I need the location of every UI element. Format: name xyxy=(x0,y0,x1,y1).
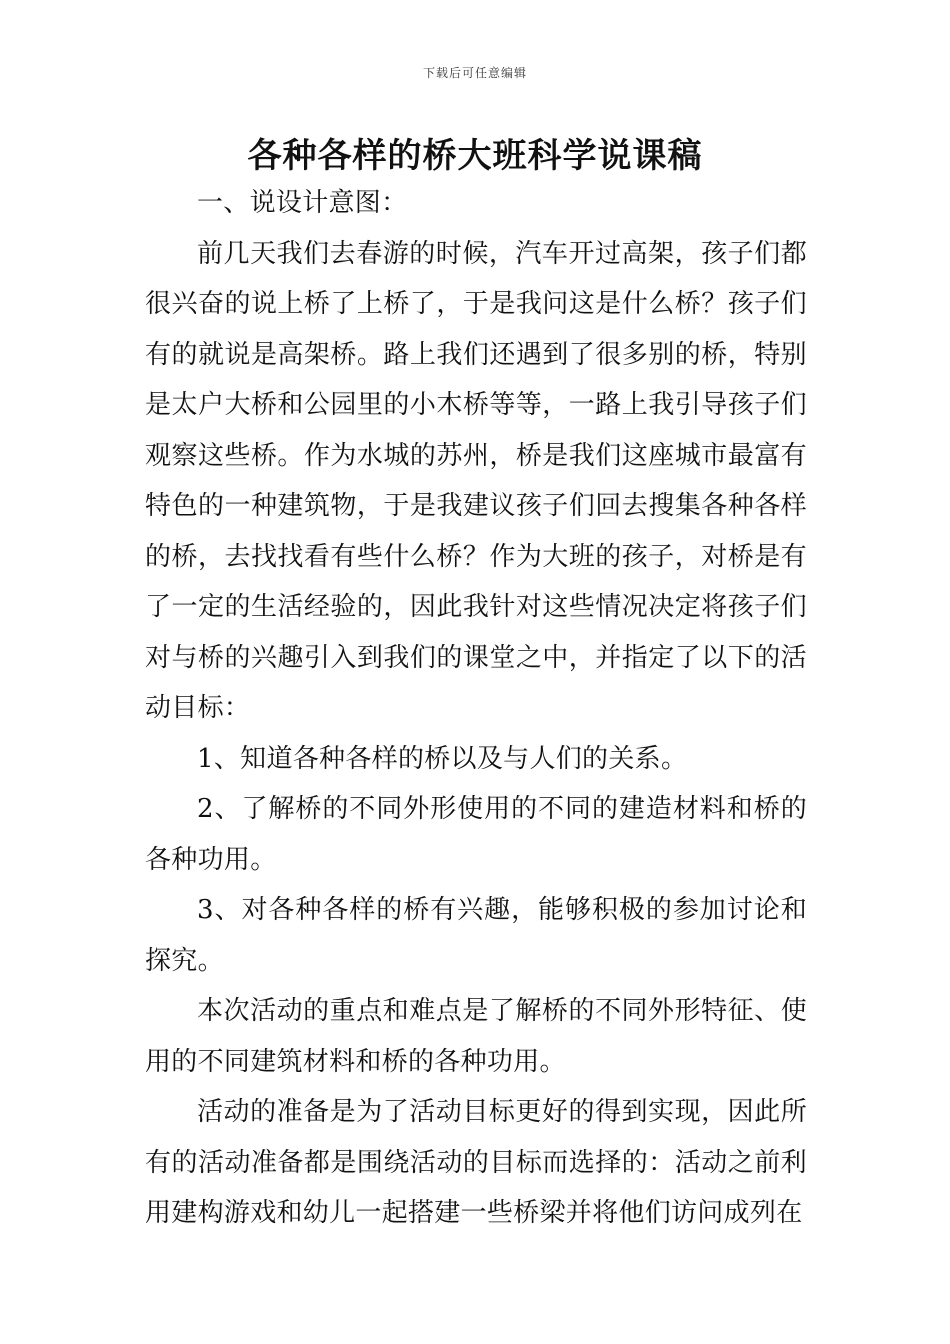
paragraph-preparation: 活动的准备是为了活动目标更好的得到实现，因此所有的活动准备都是围绕活动的目标而选择的：活动之前利用建构游戏和幼儿一起搭建一些桥梁并将他们访问成列在 xyxy=(145,1097,807,1228)
document-body xyxy=(145,178,807,1239)
section-heading-design-intent: 一、说设计意图： xyxy=(197,188,408,218)
header-note: 下载后可任意编辑 xyxy=(422,66,527,80)
goal-item-1: 1、知道各种各样的桥以及与人们的关系。 xyxy=(197,743,688,774)
paragraph-key-points: 本次活动的重点和难点是了解桥的不同外形特征、使用的不同建筑材料和桥的各种功用。 xyxy=(145,996,807,1077)
goal-item-2: 2、了解桥的不同外形使用的不同的建造材料和桥的各种功用。 xyxy=(145,794,807,875)
goal-item-3: 3、对各种各样的桥有兴趣，能够积极的参加讨论和探究。 xyxy=(145,895,807,976)
paragraph-background: 前几天我们去春游的时候，汽车开过高架，孩子们都很兴奋的说上桥了上桥了，于是我问这是什么桥？孩子们有的就说是高架桥。路上我们还遇到了很多别的桥，特别是太户大桥和公园里的小木桥等等，一路上我引导孩子们观察这些桥。作为水城的苏州，桥是我们这座城市最富有特色的一种建筑物，于是我建议孩子们回去搜集各种各样的桥，去找找看有些什么桥？作为大班的孩子，对桥是有了一定的生活经验的，因此我针对这些情况决定将孩子们对与桥的兴趣引入到我们的课堂之中，并指定了以下的活动目标： xyxy=(145,238,807,723)
document-title: 各种各样的桥大班科学说课稿 xyxy=(247,136,703,176)
